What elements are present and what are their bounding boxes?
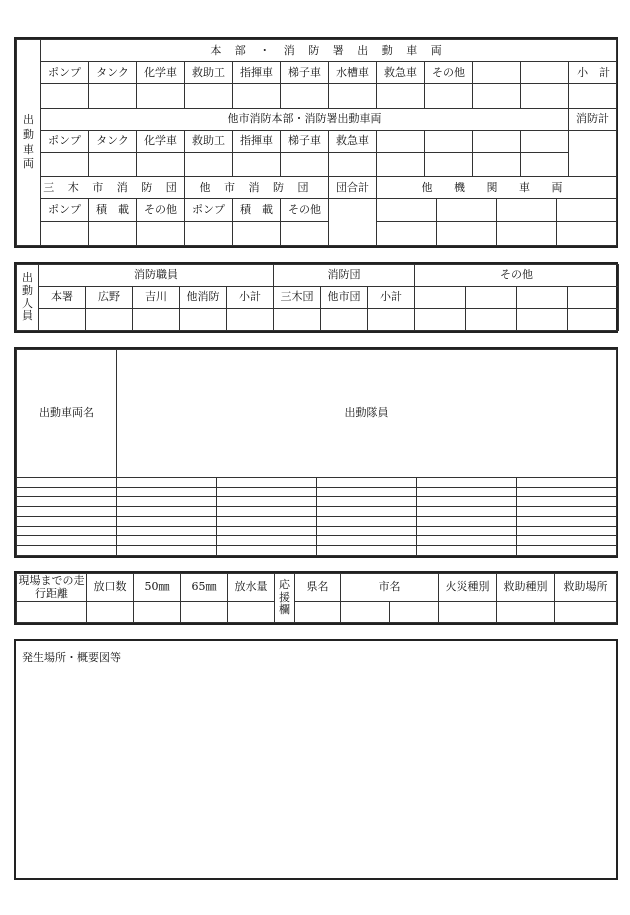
hq-col-header (473, 62, 521, 84)
corps-col-header: 積 載 (89, 199, 137, 221)
other-city-header-row (17, 130, 617, 152)
corps-header-row (17, 199, 617, 221)
input-cell[interactable] (517, 507, 617, 517)
input-cell[interactable] (521, 84, 569, 108)
input-cell[interactable] (466, 309, 517, 331)
input-cell[interactable] (117, 507, 217, 517)
input-cell[interactable] (233, 84, 281, 108)
input-cell[interactable] (89, 221, 137, 245)
input-cell[interactable] (497, 222, 557, 245)
input-cell[interactable] (87, 602, 134, 623)
input-cell[interactable] (317, 536, 417, 546)
input-cell[interactable] (497, 602, 555, 623)
input-cell[interactable] (17, 546, 117, 556)
input-cell[interactable] (417, 507, 517, 517)
input-cell[interactable] (17, 487, 117, 497)
personnel-section (14, 262, 618, 333)
input-cell[interactable] (329, 84, 377, 108)
misc-section (14, 571, 618, 625)
other-title: その他 (415, 265, 619, 287)
input-cell[interactable] (425, 84, 473, 108)
other-city-total-label: 消防計 (569, 108, 617, 130)
input-cell[interactable] (517, 526, 617, 536)
crew-row (17, 477, 617, 487)
input-cell[interactable] (415, 309, 466, 331)
crew-row (17, 507, 617, 517)
staff-col-header: 吉川 (133, 287, 180, 309)
other-col-header: 梯子車 (281, 130, 329, 152)
input-cell[interactable] (233, 221, 281, 245)
hq-col-header: タンク (89, 62, 137, 84)
input-cell[interactable] (217, 477, 317, 487)
input-cell[interactable] (117, 546, 217, 556)
mm65-label: 65㎜ (181, 574, 228, 602)
input-cell[interactable] (217, 487, 317, 497)
hq-col-header: 梯子車 (281, 62, 329, 84)
input-cell[interactable] (17, 526, 117, 536)
personnel-header-row (17, 287, 619, 309)
input-cell[interactable] (377, 153, 425, 177)
crew-members-header: 出動隊員 (117, 350, 617, 478)
input-cell[interactable] (466, 287, 517, 309)
staff-col-header: 本署 (39, 287, 86, 309)
corps-col-header: 三木団 (274, 287, 321, 309)
input-cell[interactable] (377, 199, 437, 220)
input-cell[interactable] (556, 222, 616, 245)
corps-col-header: 小計 (368, 287, 415, 309)
input-cell[interactable] (377, 84, 425, 108)
fire-type-label: 火災種別 (439, 574, 497, 602)
corps-col-header: ポンプ (185, 199, 233, 221)
input-cell[interactable] (321, 309, 368, 331)
input-cell[interactable] (497, 199, 557, 220)
input-cell[interactable] (217, 497, 317, 507)
crew-row (17, 487, 617, 497)
other-col-header: タンク (89, 130, 137, 152)
city-label: 市名 (341, 574, 439, 602)
input-cell[interactable] (517, 497, 617, 507)
other-col-header: 化学車 (137, 130, 185, 152)
corps-col-header: 積 載 (233, 199, 281, 221)
personnel-input-row (17, 309, 619, 331)
input-cell[interactable] (568, 287, 619, 309)
corps-input-row (17, 221, 617, 245)
input-cell[interactable] (329, 153, 377, 177)
input-cell[interactable] (227, 309, 274, 331)
crew-row (17, 497, 617, 507)
hq-col-subtotal: 小 計 (569, 62, 617, 84)
crew-section (14, 347, 618, 558)
other-corps-title: 他 市 消 防 団 (185, 177, 329, 199)
staff-title: 消防職員 (39, 265, 274, 287)
support-label: 応援欄 (275, 574, 295, 623)
input-cell[interactable] (185, 84, 233, 108)
input-cell[interactable] (555, 602, 617, 623)
vehicle-name-header: 出動車両名 (17, 350, 117, 478)
hq-col-header: その他 (425, 62, 473, 84)
input-cell[interactable] (417, 516, 517, 526)
input-cell[interactable] (317, 546, 417, 556)
hq-col-header: 指揮車 (233, 62, 281, 84)
input-cell[interactable] (180, 309, 227, 331)
hq-vehicles-input-row (17, 84, 617, 108)
rescue-type-label: 救助種別 (497, 574, 555, 602)
input-cell[interactable] (317, 487, 417, 497)
input-cell[interactable] (17, 516, 117, 526)
staff-col-header: 他消防 (180, 287, 227, 309)
input-cell[interactable] (217, 536, 317, 546)
input-cell[interactable] (274, 309, 321, 331)
rescue-place-label: 救助場所 (555, 574, 617, 602)
input-cell[interactable] (117, 516, 217, 526)
corps-col-header: その他 (281, 199, 329, 221)
input-cell[interactable] (417, 487, 517, 497)
input-cell[interactable] (17, 536, 117, 546)
input-cell[interactable] (89, 84, 137, 108)
other-city-total-cell[interactable] (569, 130, 617, 176)
other-agency-title: 他 機 関 車 両 (377, 177, 617, 199)
input-cell[interactable] (317, 516, 417, 526)
other-city-title: 他市消防本部・消防署出動車両 (41, 108, 569, 130)
input-cell[interactable] (517, 487, 617, 497)
input-cell[interactable] (521, 153, 569, 177)
corps-col-header: その他 (137, 199, 185, 221)
miki-corps-title: 三 木 市 消 防 団 (41, 177, 185, 199)
input-cell[interactable] (437, 199, 497, 220)
input-cell[interactable] (117, 536, 217, 546)
input-cell[interactable] (17, 497, 117, 507)
other-col-header: 救助工 (185, 130, 233, 152)
prefecture-label: 県名 (295, 574, 341, 602)
input-cell[interactable] (517, 546, 617, 556)
input-cell[interactable] (425, 153, 473, 177)
input-cell[interactable] (41, 221, 89, 245)
misc-table (16, 573, 617, 623)
input-cell[interactable] (517, 309, 568, 331)
hq-col-header: 救急車 (377, 62, 425, 84)
nozzles-label: 放口数 (87, 574, 134, 602)
input-cell[interactable] (17, 602, 87, 623)
other-city-input-row (17, 153, 617, 177)
input-cell[interactable] (281, 221, 329, 245)
input-cell[interactable] (473, 153, 521, 177)
distance-label: 現場までの走行距離 (18, 573, 85, 600)
diagram-section[interactable] (14, 639, 618, 880)
input-cell[interactable] (415, 287, 466, 309)
input-cell[interactable] (41, 153, 89, 177)
input-cell[interactable] (517, 477, 617, 487)
misc-input-row (17, 602, 617, 623)
water-amount-label: 放水量 (228, 574, 275, 602)
input-cell[interactable] (134, 602, 181, 623)
input-cell[interactable] (217, 507, 317, 517)
other-col-header: 指揮車 (233, 130, 281, 152)
input-cell[interactable] (439, 602, 497, 623)
input-cell[interactable] (117, 487, 217, 497)
input-cell[interactable] (437, 222, 497, 245)
input-cell[interactable] (317, 477, 417, 487)
crew-row (17, 516, 617, 526)
hq-col-header: 化学車 (137, 62, 185, 84)
input-cell[interactable] (233, 153, 281, 177)
input-cell[interactable] (117, 497, 217, 507)
input-cell[interactable] (517, 536, 617, 546)
input-cell[interactable] (185, 153, 233, 177)
input-cell[interactable] (217, 546, 317, 556)
input-cell[interactable] (217, 526, 317, 536)
input-cell[interactable] (17, 477, 117, 487)
input-cell[interactable] (417, 497, 517, 507)
input-cell[interactable] (133, 309, 180, 331)
personnel-table (16, 264, 619, 331)
hq-col-header: ポンプ (41, 62, 89, 84)
vehicles-side-label: 出動車両 (17, 40, 41, 246)
other-col-header: ポンプ (41, 130, 89, 152)
hq-col-header: 水槽車 (329, 62, 377, 84)
input-cell[interactable] (137, 153, 185, 177)
crew-table (16, 349, 617, 556)
crew-row (17, 546, 617, 556)
input-cell[interactable] (377, 222, 437, 245)
input-cell[interactable] (228, 602, 275, 623)
staff-col-header: 広野 (86, 287, 133, 309)
input-cell[interactable] (473, 84, 521, 108)
input-cell[interactable] (117, 526, 217, 536)
input-cell[interactable] (417, 526, 517, 536)
input-cell[interactable] (181, 602, 228, 623)
input-cell[interactable] (281, 84, 329, 108)
vehicles-table (16, 39, 617, 246)
crew-row (17, 526, 617, 536)
hq-col-header: 救助工 (185, 62, 233, 84)
input-cell[interactable] (317, 497, 417, 507)
input-cell[interactable] (317, 507, 417, 517)
staff-col-header: 小計 (227, 287, 274, 309)
input-cell[interactable] (295, 602, 341, 623)
vehicles-section (14, 37, 618, 248)
input-cell[interactable] (517, 516, 617, 526)
input-cell[interactable] (473, 130, 521, 152)
input-cell[interactable] (368, 309, 415, 331)
input-cell[interactable] (185, 221, 233, 245)
input-cell[interactable] (137, 84, 185, 108)
input-cell[interactable] (86, 309, 133, 331)
corps-col-header: ポンプ (41, 199, 89, 221)
other-agency-grid (377, 221, 617, 245)
other-agency-grid (377, 199, 617, 221)
crew-row (17, 536, 617, 546)
corps-col-header: 他市団 (321, 287, 368, 309)
input-cell[interactable] (425, 130, 473, 152)
input-cell[interactable] (417, 546, 517, 556)
input-cell[interactable] (569, 84, 617, 108)
input-cell[interactable] (217, 516, 317, 526)
input-cell[interactable] (17, 507, 117, 517)
corps-title: 消防団 (274, 265, 415, 287)
other-col-header: 救急車 (329, 130, 377, 152)
input-cell[interactable] (117, 477, 217, 487)
input-cell[interactable] (89, 153, 137, 177)
corps-total-label: 団合計 (329, 177, 377, 199)
corps-total-cell[interactable] (329, 199, 377, 246)
input-cell[interactable] (390, 602, 439, 623)
input-cell[interactable] (39, 309, 86, 331)
input-cell[interactable] (341, 602, 390, 623)
mm50-label: 50㎜ (134, 574, 181, 602)
input-cell[interactable] (41, 84, 89, 108)
input-cell[interactable] (417, 477, 517, 487)
input-cell[interactable] (281, 153, 329, 177)
input-cell[interactable] (417, 536, 517, 546)
hq-col-header (521, 62, 569, 84)
personnel-side-label: 出動人員 (17, 265, 39, 331)
input-cell[interactable] (317, 526, 417, 536)
input-cell[interactable] (137, 221, 185, 245)
diagram-caption: 発生場所・概要図等 (22, 651, 121, 664)
input-cell[interactable] (517, 287, 568, 309)
input-cell[interactable] (568, 309, 619, 331)
input-cell[interactable] (521, 130, 569, 152)
input-cell[interactable] (377, 130, 425, 152)
hq-vehicles-title: 本 部 ・ 消 防 署 出 動 車 両 (41, 40, 617, 62)
hq-vehicles-header-row (17, 62, 617, 84)
input-cell[interactable] (556, 199, 616, 220)
